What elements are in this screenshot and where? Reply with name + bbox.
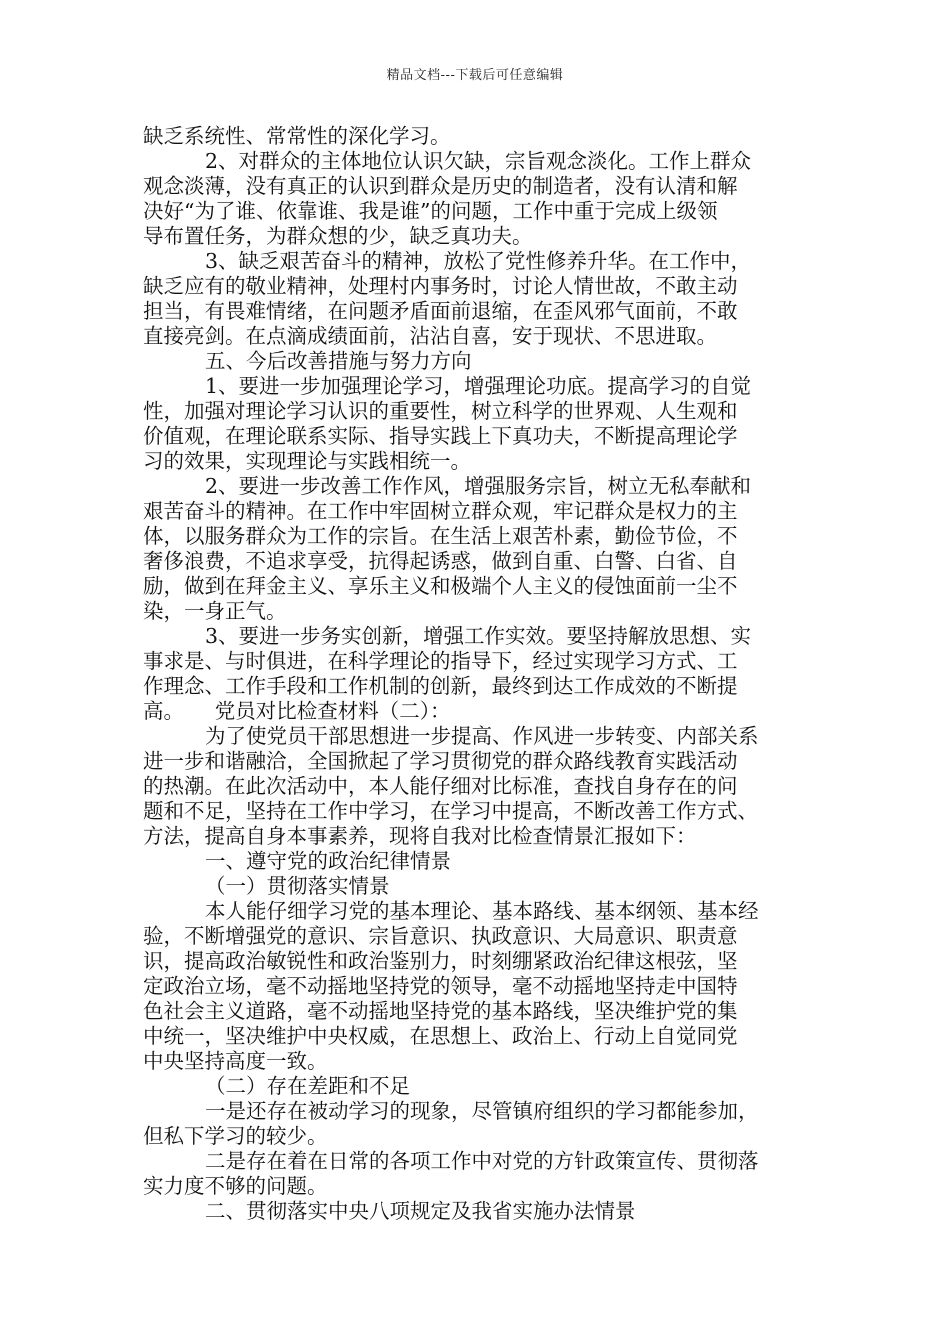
text-line: 2、对群众的主体地位认识欠缺，宗旨观念淡化。工作上群众 bbox=[205, 149, 752, 173]
text-line: 高。 党员对比检查材料（二）： bbox=[143, 699, 451, 723]
text-line: 定政治立场，毫不动摇地坚持党的领导，毫不动摇地坚持走中国特 bbox=[143, 974, 738, 998]
text-line: 担当，有畏难情绪，在问题矛盾面前退缩，在歪风邪气面前，不敢 bbox=[143, 299, 738, 323]
text-line: （一）贯彻落实情景 bbox=[205, 874, 390, 898]
text-line: 1、要进一步加强理论学习，增强理论功底。提高学习的自觉 bbox=[205, 374, 752, 398]
text-line: 中央坚持高度一致。 bbox=[143, 1049, 328, 1073]
text-line: 3、缺乏艰苦奋斗的精神，放松了党性修养升华。在工作中， bbox=[205, 249, 752, 273]
text-line: 体，以服务群众为工作的宗旨。在生活上艰苦朴素，勤俭节俭，不 bbox=[143, 524, 738, 548]
text-line: 一是还存在被动学习的现象，尽管镇府组织的学习都能参加， bbox=[205, 1099, 759, 1123]
text-line: 二是存在着在日常的各项工作中对党的方针政策宣传、贯彻落 bbox=[205, 1149, 759, 1173]
text-line: 识，提高政治敏锐性和政治鉴别力，时刻绷紧政治纪律这根弦，坚 bbox=[143, 949, 738, 973]
text-line: 性，加强对理论学习认识的重要性，树立科学的世界观、人生观和 bbox=[143, 399, 738, 423]
text-line: 缺乏应有的敬业精神，处理村内事务时，讨论人情世故，不敢主动 bbox=[143, 274, 738, 298]
text-line: 本人能仔细学习党的基本理论、基本路线、基本纲领、基本经 bbox=[205, 899, 759, 923]
text-line: 艰苦奋斗的精神。在工作中牢固树立群众观，牢记群众是权力的主 bbox=[143, 499, 738, 523]
text-line: 为了使党员干部思想进一步提高、作风进一步转变、内部关系 bbox=[205, 724, 759, 748]
text-line: 方法，提高自身本事素养，现将自我对比检查情景汇报如下： bbox=[143, 824, 697, 848]
text-line: 的热潮。在此次活动中，本人能仔细对比标准，查找自身存在的问 bbox=[143, 774, 738, 798]
text-line: 验，不断增强党的意识、宗旨意识、执政意识、大局意识、职责意 bbox=[143, 924, 738, 948]
text-line: 观念淡薄，没有真正的认识到群众是历史的制造者，没有认清和解 bbox=[143, 174, 738, 198]
text-line: 五、今后改善措施与努力方向 bbox=[205, 349, 472, 373]
text-line: 进一步和谐融洽，全国掀起了学习贯彻党的群众路线教育实践活动 bbox=[143, 749, 738, 773]
text-line: 作理念、工作手段和工作机制的创新，最终到达工作成效的不断提 bbox=[143, 674, 738, 698]
page-header: 精品文档---下载后可任意编辑 bbox=[386, 68, 564, 83]
text-line: 缺乏系统性、常常性的深化学习。 bbox=[143, 124, 451, 148]
text-line: 色社会主义道路，毫不动摇地坚持党的基本路线，坚决维护党的集 bbox=[143, 999, 738, 1023]
text-line: 事求是、与时俱进，在科学理论的指导下，经过实现学习方式、工 bbox=[143, 649, 738, 673]
text-line: 导布置任务，为群众想的少，缺乏真功夫。 bbox=[143, 224, 533, 248]
text-line: 习的效果，实现理论与实践相统一。 bbox=[143, 449, 471, 473]
text-line: 励，做到在拜金主义、享乐主义和极端个人主义的侵蚀面前一尘不 bbox=[143, 574, 738, 598]
text-line: 实力度不够的问题。 bbox=[143, 1174, 328, 1198]
text-line: 3、要进一步务实创新，增强工作实效。要坚持解放思想、实 bbox=[205, 624, 752, 648]
text-line: 价值观，在理论联系实际、指导实践上下真功夫，不断提高理论学 bbox=[143, 424, 738, 448]
text-line: 题和不足，坚持在工作中学习，在学习中提高，不断改善工作方式、 bbox=[143, 799, 758, 823]
document-body bbox=[143, 124, 813, 1224]
text-line: 直接亮剑。在点滴成绩面前，沾沾自喜，安于现状、不思进取。 bbox=[143, 324, 717, 348]
text-line: 决好“为了谁、依靠谁、我是谁”的问题，工作中重于完成上级领 bbox=[143, 199, 718, 223]
text-line: 奢侈浪费，不追求享受，抗得起诱惑，做到自重、白警、白省、自 bbox=[143, 549, 738, 573]
text-line: 2、要进一步改善工作作风，增强服务宗旨，树立无私奉献和 bbox=[205, 474, 752, 498]
text-line: 中统一，坚决维护中央权威，在思想上、政治上、行动上自觉同党 bbox=[143, 1024, 738, 1048]
text-line: 二、贯彻落实中央八项规定及我省实施办法情景 bbox=[205, 1199, 636, 1223]
text-line: 但私下学习的较少。 bbox=[143, 1124, 328, 1148]
text-line: （二）存在差距和不足 bbox=[205, 1074, 410, 1098]
text-line: 一、遵守党的政治纪律情景 bbox=[205, 849, 451, 873]
text-line: 染，一身正气。 bbox=[143, 599, 287, 623]
